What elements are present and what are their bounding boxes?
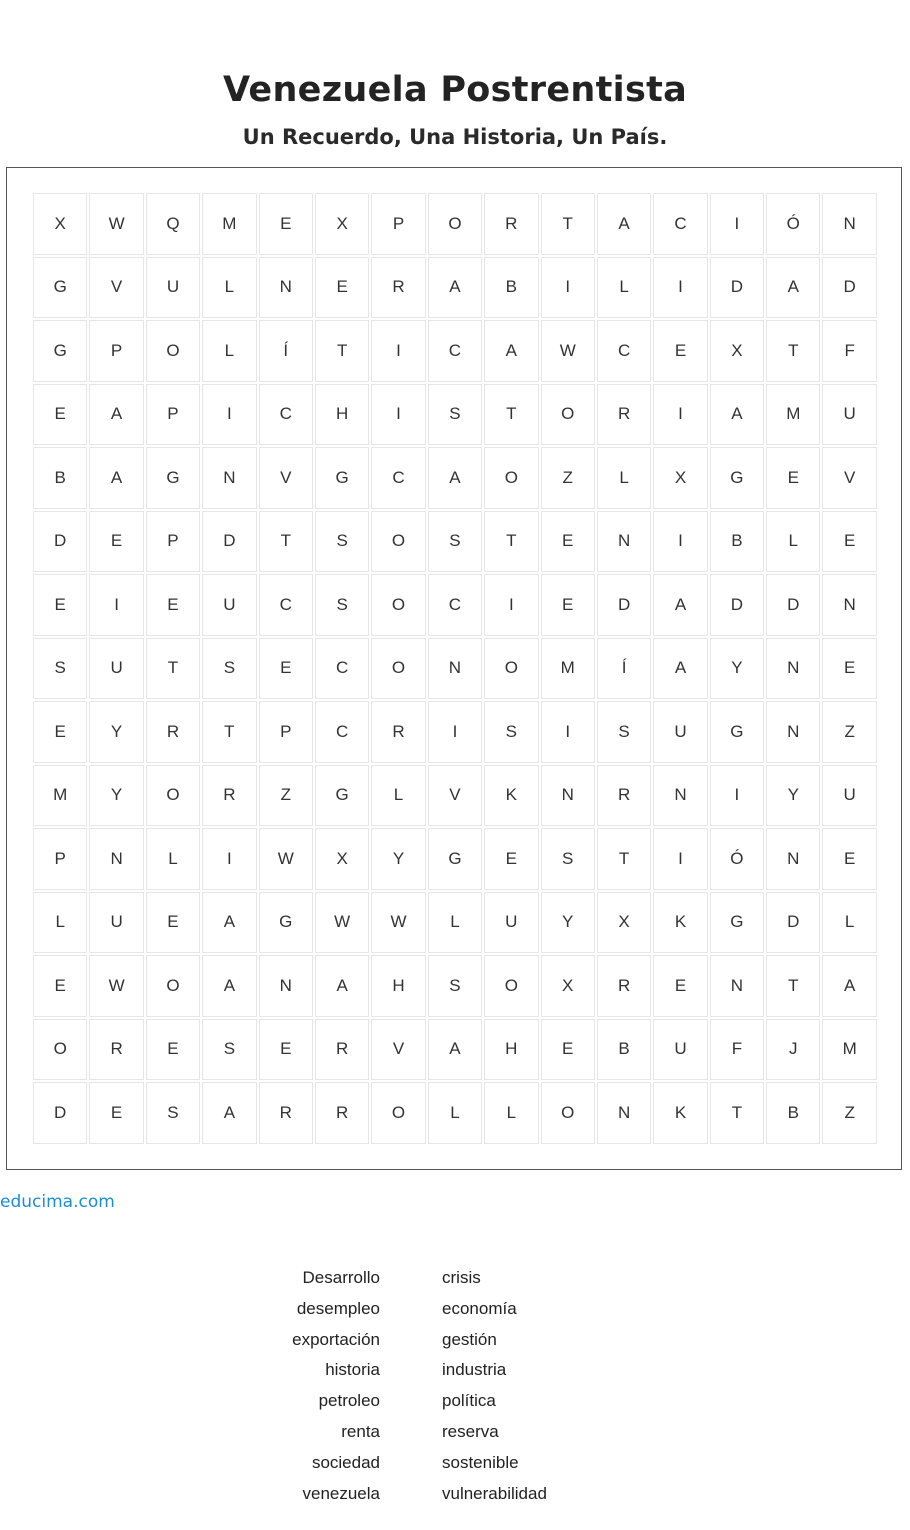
grid-cell[interactable]: Y <box>710 638 764 700</box>
grid-cell[interactable]: E <box>33 701 87 763</box>
grid-cell[interactable]: T <box>766 955 820 1017</box>
word-search-grid <box>33 193 877 1144</box>
grid-cell[interactable]: S <box>484 701 538 763</box>
grid-cell[interactable]: I <box>710 193 764 255</box>
grid-cell[interactable]: I <box>428 701 482 763</box>
grid-cell[interactable]: J <box>766 1019 820 1081</box>
grid-cell[interactable]: R <box>202 765 256 827</box>
grid-cell[interactable]: U <box>146 257 200 319</box>
grid-cell[interactable]: A <box>822 955 876 1017</box>
grid-cell[interactable]: T <box>315 320 369 382</box>
grid-cell[interactable]: U <box>653 1019 707 1081</box>
grid-cell[interactable]: L <box>597 447 651 509</box>
grid-cell[interactable]: S <box>146 1082 200 1144</box>
grid-cell[interactable]: N <box>653 765 707 827</box>
grid-cell[interactable]: I <box>653 257 707 319</box>
grid-cell[interactable]: S <box>202 1019 256 1081</box>
grid-cell[interactable]: I <box>484 574 538 636</box>
grid-cell[interactable]: O <box>371 1082 425 1144</box>
grid-cell[interactable]: I <box>541 701 595 763</box>
grid-cell[interactable]: N <box>541 765 595 827</box>
grid-cell[interactable]: G <box>146 447 200 509</box>
grid-cell[interactable]: R <box>597 765 651 827</box>
grid-cell[interactable]: Z <box>541 447 595 509</box>
grid-cell[interactable]: K <box>653 1082 707 1144</box>
word-list-item: exportación <box>292 1329 380 1349</box>
grid-cell[interactable]: Z <box>822 701 876 763</box>
grid-cell[interactable]: E <box>484 828 538 890</box>
grid-cell[interactable]: Y <box>371 828 425 890</box>
grid-cell[interactable]: L <box>146 828 200 890</box>
grid-cell[interactable]: R <box>315 1019 369 1081</box>
word-list-item: historia <box>325 1360 380 1380</box>
grid-cell[interactable]: E <box>259 1019 313 1081</box>
grid-cell[interactable]: U <box>484 892 538 954</box>
grid-cell[interactable]: L <box>766 511 820 573</box>
grid-cell[interactable]: A <box>202 955 256 1017</box>
grid-cell[interactable]: S <box>428 955 482 1017</box>
grid-cell[interactable]: L <box>202 257 256 319</box>
grid-cell[interactable]: D <box>710 257 764 319</box>
word-list-item: sociedad <box>311 1452 380 1472</box>
grid-cell[interactable]: A <box>710 384 764 446</box>
grid-cell[interactable]: L <box>202 320 256 382</box>
grid-cell[interactable]: I <box>653 384 707 446</box>
grid-cell[interactable]: W <box>89 955 143 1017</box>
grid-cell[interactable]: U <box>202 574 256 636</box>
grid-cell[interactable]: V <box>259 447 313 509</box>
grid-cell[interactable]: R <box>597 955 651 1017</box>
page-subtitle: Un Recuerdo, Una Historia, Un País. <box>242 125 668 149</box>
grid-cell[interactable]: Z <box>259 765 313 827</box>
grid-cell[interactable]: E <box>89 511 143 573</box>
grid-cell[interactable]: Í <box>597 638 651 700</box>
grid-cell[interactable]: G <box>33 257 87 319</box>
grid-cell[interactable]: Y <box>541 892 595 954</box>
grid-cell[interactable]: C <box>315 701 369 763</box>
grid-cell[interactable]: W <box>259 828 313 890</box>
grid-cell[interactable]: D <box>597 574 651 636</box>
grid-cell[interactable]: W <box>541 320 595 382</box>
grid-cell[interactable]: G <box>710 701 764 763</box>
grid-cell[interactable]: G <box>428 828 482 890</box>
grid-cell[interactable]: D <box>822 257 876 319</box>
grid-cell[interactable]: N <box>259 955 313 1017</box>
grid-cell[interactable]: M <box>822 1019 876 1081</box>
grid-cell[interactable]: R <box>484 193 538 255</box>
grid-cell[interactable]: S <box>33 638 87 700</box>
word-list-item: gestión <box>442 1329 497 1349</box>
grid-cell[interactable]: A <box>428 257 482 319</box>
grid-cell[interactable]: D <box>710 574 764 636</box>
grid-cell[interactable]: I <box>710 765 764 827</box>
grid-cell[interactable]: T <box>259 511 313 573</box>
grid-cell[interactable]: O <box>541 384 595 446</box>
word-list-item: venezuela <box>302 1483 380 1503</box>
grid-cell[interactable]: G <box>315 765 369 827</box>
grid-cell[interactable]: A <box>428 1019 482 1081</box>
grid-cell[interactable]: O <box>371 574 425 636</box>
grid-cell[interactable]: U <box>89 638 143 700</box>
grid-cell[interactable]: A <box>653 574 707 636</box>
grid-cell[interactable]: A <box>597 193 651 255</box>
grid-cell[interactable]: L <box>33 892 87 954</box>
grid-cell[interactable]: O <box>371 638 425 700</box>
grid-cell[interactable]: E <box>822 511 876 573</box>
source-link[interactable]: educima.com <box>0 1192 115 1212</box>
grid-cell[interactable]: R <box>259 1082 313 1144</box>
grid-cell[interactable]: R <box>315 1082 369 1144</box>
grid-cell[interactable]: N <box>202 447 256 509</box>
grid-cell[interactable]: X <box>315 828 369 890</box>
grid-cell[interactable]: K <box>653 892 707 954</box>
grid-cell[interactable]: Y <box>89 765 143 827</box>
grid-cell[interactable]: Y <box>89 701 143 763</box>
word-list-item: crisis <box>442 1268 481 1287</box>
grid-cell[interactable]: N <box>259 257 313 319</box>
grid-cell[interactable]: O <box>484 638 538 700</box>
grid-cell[interactable]: I <box>89 574 143 636</box>
grid-cell[interactable]: T <box>766 320 820 382</box>
grid-cell[interactable]: T <box>146 638 200 700</box>
grid-cell[interactable]: U <box>822 384 876 446</box>
grid-cell[interactable]: X <box>710 320 764 382</box>
grid-cell[interactable]: O <box>541 1082 595 1144</box>
grid-cell[interactable]: A <box>766 257 820 319</box>
grid-cell[interactable]: X <box>541 955 595 1017</box>
grid-cell[interactable]: M <box>33 765 87 827</box>
grid-cell[interactable]: C <box>428 574 482 636</box>
grid-cell[interactable]: D <box>33 511 87 573</box>
grid-cell[interactable]: G <box>710 447 764 509</box>
grid-cell[interactable]: C <box>653 193 707 255</box>
word-list-item: vulnerabilidad <box>442 1483 547 1503</box>
grid-cell[interactable]: E <box>541 1019 595 1081</box>
grid-cell[interactable]: S <box>428 511 482 573</box>
grid-cell[interactable]: E <box>653 320 707 382</box>
grid-cell[interactable]: B <box>484 257 538 319</box>
grid-cell[interactable]: B <box>597 1019 651 1081</box>
grid-cell[interactable]: E <box>766 447 820 509</box>
grid-cell[interactable]: P <box>89 320 143 382</box>
word-list-item: renta <box>341 1421 380 1441</box>
grid-cell[interactable]: A <box>315 955 369 1017</box>
grid-cell[interactable]: R <box>371 701 425 763</box>
word-list-item: reserva <box>442 1421 499 1441</box>
grid-cell[interactable]: D <box>766 574 820 636</box>
grid-cell[interactable]: Ó <box>766 193 820 255</box>
grid-cell[interactable]: G <box>259 892 313 954</box>
grid-cell[interactable]: F <box>822 320 876 382</box>
grid-cell[interactable]: C <box>259 384 313 446</box>
grid-cell[interactable]: A <box>89 447 143 509</box>
grid-cell[interactable]: C <box>371 447 425 509</box>
grid-cell[interactable]: U <box>653 701 707 763</box>
grid-cell[interactable]: R <box>146 701 200 763</box>
grid-cell[interactable]: P <box>259 701 313 763</box>
grid-cell[interactable]: B <box>33 447 87 509</box>
grid-cell[interactable]: L <box>484 1082 538 1144</box>
grid-cell[interactable]: D <box>202 511 256 573</box>
grid-cell[interactable]: R <box>371 257 425 319</box>
grid-cell[interactable]: Ó <box>710 828 764 890</box>
grid-cell[interactable]: I <box>371 320 425 382</box>
word-list-item: desempleo <box>296 1298 380 1318</box>
grid-cell[interactable]: V <box>822 447 876 509</box>
grid-cell[interactable]: A <box>202 1082 256 1144</box>
grid-cell[interactable]: N <box>597 1082 651 1144</box>
word-list-item: Desarrollo <box>302 1268 380 1287</box>
grid-cell[interactable]: I <box>653 511 707 573</box>
grid-cell[interactable]: A <box>484 320 538 382</box>
grid-cell[interactable]: R <box>89 1019 143 1081</box>
grid-cell[interactable]: L <box>371 765 425 827</box>
grid-cell[interactable]: C <box>315 638 369 700</box>
grid-cell[interactable]: E <box>146 892 200 954</box>
grid-cell[interactable]: S <box>428 384 482 446</box>
grid-cell[interactable]: P <box>371 193 425 255</box>
grid-cell[interactable]: X <box>653 447 707 509</box>
grid-cell[interactable]: G <box>710 892 764 954</box>
grid-cell[interactable]: O <box>146 765 200 827</box>
grid-cell[interactable]: E <box>33 955 87 1017</box>
word-list-item: sostenible <box>442 1452 519 1472</box>
grid-cell[interactable]: C <box>597 320 651 382</box>
grid-cell[interactable]: X <box>597 892 651 954</box>
grid-cell[interactable]: X <box>33 193 87 255</box>
grid-cell[interactable]: S <box>541 828 595 890</box>
grid-cell[interactable]: S <box>315 574 369 636</box>
grid-cell[interactable]: I <box>653 828 707 890</box>
grid-cell[interactable]: N <box>710 955 764 1017</box>
grid-cell[interactable]: D <box>33 1082 87 1144</box>
grid-cell[interactable]: E <box>259 193 313 255</box>
grid-cell[interactable]: Q <box>146 193 200 255</box>
grid-cell[interactable]: P <box>146 384 200 446</box>
grid-cell[interactable]: M <box>766 384 820 446</box>
grid-cell[interactable]: T <box>541 193 595 255</box>
grid-cell[interactable]: N <box>822 193 876 255</box>
grid-cell[interactable]: N <box>597 511 651 573</box>
grid-cell[interactable]: L <box>822 892 876 954</box>
grid-cell[interactable]: F <box>710 1019 764 1081</box>
grid-cell[interactable]: B <box>766 1082 820 1144</box>
grid-cell[interactable]: N <box>428 638 482 700</box>
grid-cell[interactable]: A <box>653 638 707 700</box>
grid-cell[interactable]: I <box>202 384 256 446</box>
grid-cell[interactable]: R <box>597 384 651 446</box>
grid-cell[interactable]: L <box>428 892 482 954</box>
grid-cell[interactable]: H <box>315 384 369 446</box>
grid-cell[interactable]: O <box>484 955 538 1017</box>
grid-cell[interactable]: I <box>541 257 595 319</box>
grid-cell[interactable]: M <box>541 638 595 700</box>
grid-cell[interactable]: A <box>89 384 143 446</box>
grid-cell[interactable]: T <box>484 384 538 446</box>
grid-cell[interactable]: Í <box>259 320 313 382</box>
grid-cell[interactable]: E <box>146 574 200 636</box>
grid-cell[interactable]: H <box>371 955 425 1017</box>
grid-cell[interactable]: O <box>428 193 482 255</box>
grid-cell[interactable]: N <box>766 701 820 763</box>
grid-cell[interactable]: E <box>146 1019 200 1081</box>
grid-cell[interactable]: O <box>146 955 200 1017</box>
grid-cell[interactable]: M <box>202 193 256 255</box>
grid-cell[interactable]: A <box>428 447 482 509</box>
word-list-left-column <box>292 1263 380 1509</box>
grid-cell[interactable]: E <box>541 574 595 636</box>
grid-cell[interactable]: E <box>89 1082 143 1144</box>
grid-cell[interactable]: T <box>484 511 538 573</box>
grid-cell[interactable]: E <box>653 955 707 1017</box>
grid-cell[interactable]: I <box>202 828 256 890</box>
grid-cell[interactable]: D <box>766 892 820 954</box>
grid-cell[interactable]: S <box>597 701 651 763</box>
grid-cell[interactable]: E <box>33 384 87 446</box>
grid-cell[interactable]: N <box>766 638 820 700</box>
grid-cell[interactable]: A <box>202 892 256 954</box>
grid-cell[interactable]: U <box>822 765 876 827</box>
word-list-item: petroleo <box>318 1391 380 1411</box>
grid-cell[interactable]: N <box>89 828 143 890</box>
grid-cell[interactable]: X <box>315 193 369 255</box>
grid-cell[interactable]: Z <box>822 1082 876 1144</box>
grid-cell[interactable]: K <box>484 765 538 827</box>
page-title: Venezuela Postrentista <box>222 70 688 110</box>
grid-cell[interactable]: O <box>371 511 425 573</box>
grid-cell[interactable]: E <box>541 511 595 573</box>
grid-cell[interactable]: V <box>428 765 482 827</box>
grid-cell[interactable]: P <box>33 828 87 890</box>
grid-cell[interactable]: O <box>484 447 538 509</box>
grid-cell[interactable]: T <box>202 701 256 763</box>
grid-cell[interactable]: C <box>259 574 313 636</box>
grid-cell[interactable]: I <box>371 384 425 446</box>
grid-cell[interactable]: L <box>428 1082 482 1144</box>
grid-cell[interactable]: E <box>315 257 369 319</box>
grid-cell[interactable]: G <box>33 320 87 382</box>
grid-cell[interactable]: E <box>33 574 87 636</box>
grid-cell[interactable]: V <box>89 257 143 319</box>
grid-cell[interactable]: T <box>710 1082 764 1144</box>
grid-cell[interactable]: W <box>89 193 143 255</box>
grid-cell[interactable]: S <box>315 511 369 573</box>
grid-cell[interactable]: G <box>315 447 369 509</box>
grid-cell[interactable]: E <box>822 828 876 890</box>
grid-cell[interactable]: V <box>371 1019 425 1081</box>
grid-cell[interactable]: P <box>146 511 200 573</box>
grid-cell[interactable]: B <box>710 511 764 573</box>
word-list-item: industria <box>442 1360 507 1380</box>
grid-cell[interactable]: C <box>428 320 482 382</box>
grid-cell[interactable]: O <box>146 320 200 382</box>
grid-cell[interactable]: S <box>202 638 256 700</box>
grid-cell[interactable]: T <box>597 828 651 890</box>
grid-cell[interactable]: Y <box>766 765 820 827</box>
word-list-item: política <box>442 1391 496 1411</box>
grid-cell[interactable]: U <box>89 892 143 954</box>
word-list-item: economía <box>442 1298 517 1318</box>
grid-cell[interactable]: L <box>597 257 651 319</box>
grid-cell[interactable]: N <box>766 828 820 890</box>
grid-cell[interactable]: W <box>315 892 369 954</box>
grid-cell[interactable]: E <box>259 638 313 700</box>
grid-cell[interactable]: E <box>822 638 876 700</box>
grid-cell[interactable]: W <box>371 892 425 954</box>
grid-cell[interactable]: N <box>822 574 876 636</box>
word-list-right-column <box>442 1263 547 1509</box>
grid-cell[interactable]: H <box>484 1019 538 1081</box>
grid-cell[interactable]: O <box>33 1019 87 1081</box>
